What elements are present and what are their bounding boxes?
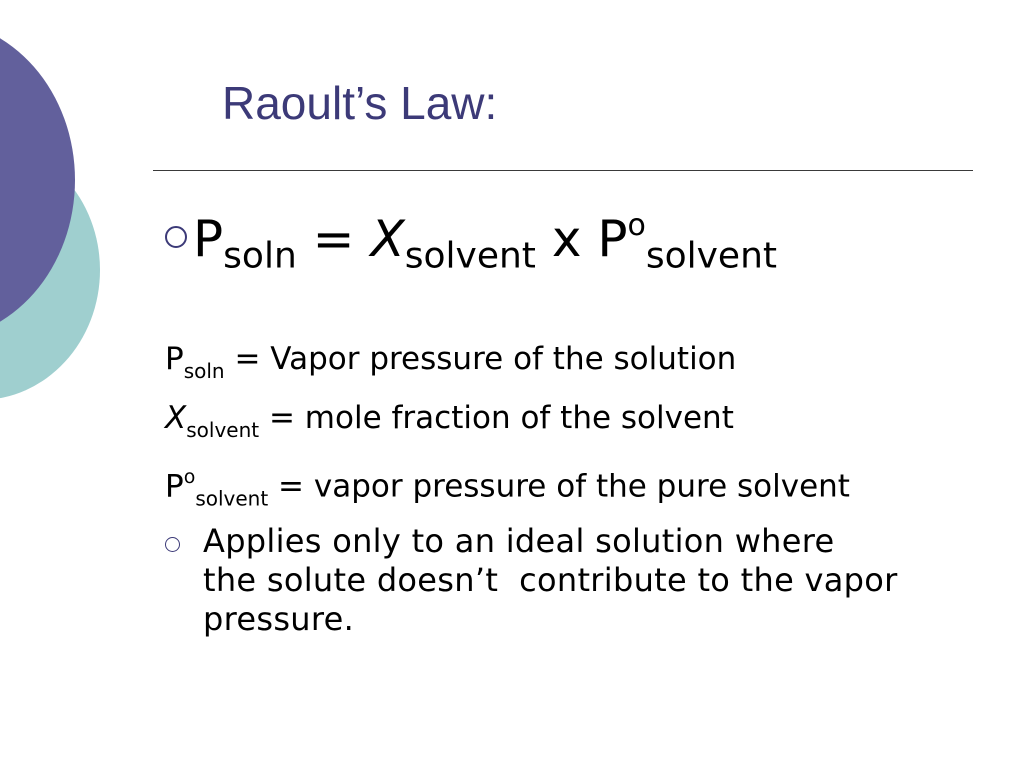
def-symbol: X [165, 400, 187, 436]
definition-p-solvent [165, 454, 850, 522]
definitions-list [165, 336, 850, 522]
eq-x-symbol: X [370, 210, 405, 268]
definition-x-solvent [165, 395, 850, 454]
eq-times: x [551, 210, 582, 268]
def-subscript: solvent [186, 418, 260, 442]
eq-p-soln-subscript: soln [223, 235, 297, 277]
eq-p-solvent-symbol: P [597, 210, 628, 268]
def-text: = Vapor pressure of the solution [224, 341, 737, 377]
eq-p-soln-symbol: P [193, 210, 224, 268]
def-subscript: soln [183, 359, 225, 383]
raoults-equation [165, 208, 777, 278]
def-superscript: o [183, 466, 196, 488]
note-text: Applies only to an ideal solution where the solute doesn’t contribute to the vapor pressure. [203, 522, 898, 638]
slide-title: Raoult’s Law: [222, 77, 498, 129]
eq-x-subscript: solvent [404, 235, 536, 277]
note-bullet-icon [165, 537, 180, 552]
ideal-solution-note [165, 522, 985, 639]
title-divider [153, 170, 973, 171]
def-symbol: P [165, 468, 184, 505]
def-text: = vapor pressure of the pure solvent [268, 468, 850, 505]
eq-p-solvent-subscript: solvent [645, 235, 778, 277]
eq-equals: = [312, 210, 355, 268]
eq-p-solvent-superscript: o [627, 208, 646, 243]
def-symbol: P [165, 341, 184, 377]
def-text: = mole fraction of the solvent [259, 400, 734, 436]
definition-p-soln [165, 336, 850, 395]
equation-bullet-icon [165, 226, 187, 248]
def-subscript: solvent [195, 486, 269, 511]
